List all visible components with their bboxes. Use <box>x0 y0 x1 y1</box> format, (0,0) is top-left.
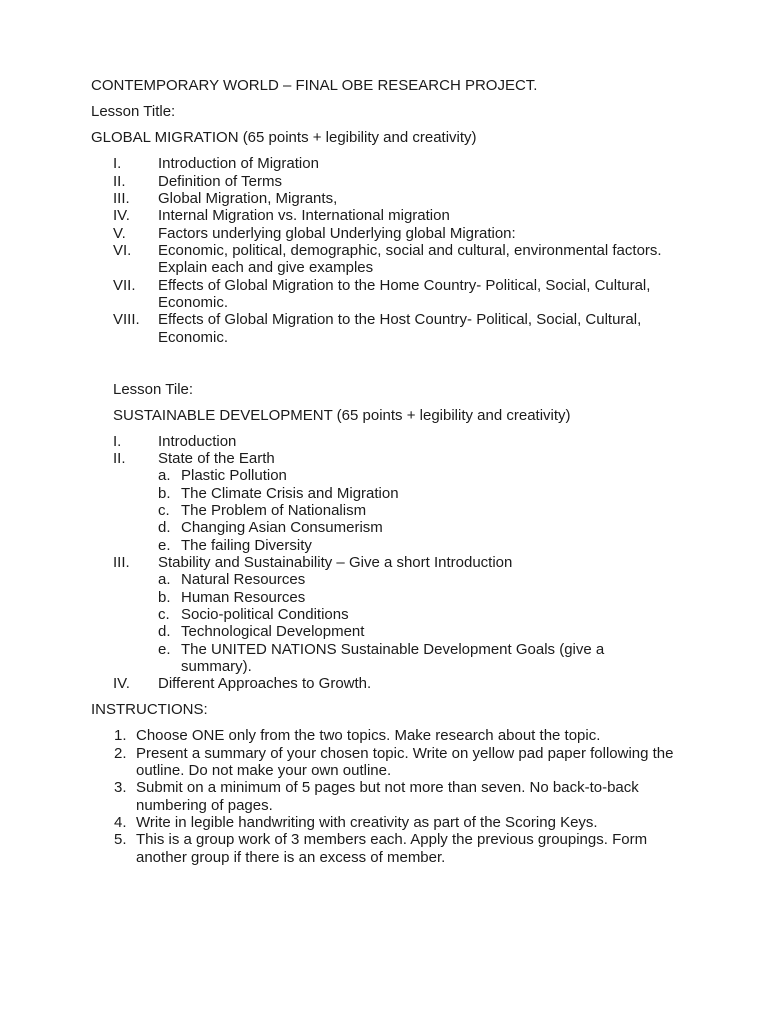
instruction-number: 5. <box>114 831 127 849</box>
outline-item-text: Introduction of Migration <box>158 155 319 173</box>
sub-item-text: Socio-political Conditions <box>181 606 349 624</box>
instruction-text: Choose ONE only from the two topics. Make research about the topic. <box>136 727 601 745</box>
sub-item-text: Changing Asian Consumerism <box>181 519 383 537</box>
instruction-text: another group if there is an excess of member. <box>136 848 446 866</box>
sub-item-text: The failing Diversity <box>181 536 312 554</box>
instruction-text: This is a group work of 3 members each. Apply the previous groupings. Form <box>136 831 648 849</box>
outline-item-marker: III. <box>113 189 130 207</box>
sub-item-marker: d. <box>158 623 171 641</box>
outline-item-marker: III. <box>113 554 130 572</box>
lesson-title-label: Lesson Title: <box>91 103 176 121</box>
outline-sub-item <box>91 537 711 554</box>
instruction-item <box>91 779 711 814</box>
outline-item-text: Global Migration, Migrants, <box>158 189 338 207</box>
outline-sub-item <box>91 606 711 623</box>
instruction-item <box>91 814 711 831</box>
outline-item <box>91 190 711 207</box>
outline-item-marker: II. <box>113 449 126 467</box>
sub-item-marker: e. <box>158 640 171 658</box>
outline-item-text: Different Approaches to Growth. <box>158 675 372 693</box>
outline-item <box>91 311 711 346</box>
instruction-item <box>91 745 711 780</box>
outline-item-marker: IV. <box>113 675 130 693</box>
outline-item <box>91 207 711 224</box>
outline-item-text: Introduction <box>158 432 237 450</box>
outline-item <box>91 554 711 571</box>
outline-sub-item <box>91 641 711 676</box>
document-body <box>91 77 711 875</box>
outline-item-text: Economic. <box>158 294 229 311</box>
outline-sub-item <box>91 485 711 502</box>
outline-item-text: Effects of Global Migration to the Home Country- Political, Social, Cultural, <box>158 276 651 294</box>
instructions-heading: INSTRUCTIONS: <box>91 701 208 719</box>
instruction-number: 1. <box>114 727 127 745</box>
sub-item-text: summary). <box>181 658 252 676</box>
sub-item-text: Natural Resources <box>181 571 306 589</box>
outline-item-text: Effects of Global Migration to the Host Country- Political, Social, Cultural, <box>158 311 642 329</box>
outline-item <box>91 433 711 450</box>
outline-item <box>91 675 711 692</box>
outline-item-text: Economic, political, demographic, social and cultural, environmental factors. <box>158 241 662 259</box>
outline-sub-item <box>91 589 711 606</box>
sub-item-marker: a. <box>158 467 171 485</box>
instruction-number: 2. <box>114 744 127 762</box>
outline-item <box>91 225 711 242</box>
sub-item-text: The UNITED NATIONS Sustainable Development Goals (give a <box>181 640 605 658</box>
outline-item-text: Stability and Sustainability – Give a short Introduction <box>158 554 513 572</box>
sub-item-marker: a. <box>158 571 171 589</box>
sub-item-text: Human Resources <box>181 588 306 606</box>
sub-item-text: The Climate Crisis and Migration <box>181 484 399 502</box>
outline-sub-item <box>91 502 711 519</box>
outline-list-global-migration <box>91 155 711 346</box>
instruction-item <box>91 727 711 744</box>
outline-item-marker: II. <box>113 172 126 190</box>
outline-sub-item <box>91 519 711 536</box>
instruction-text: numbering of pages. <box>136 796 273 814</box>
lesson-title: SUSTAINABLE DEVELOPMENT (65 points + legibility and creativity) <box>113 406 571 424</box>
outline-item-text: State of the Earth <box>158 449 275 467</box>
instruction-item <box>91 831 711 866</box>
outline-item-marker: V. <box>113 224 126 242</box>
outline-sub-item <box>91 571 711 588</box>
instruction-number: 4. <box>114 814 127 832</box>
sub-item-marker: b. <box>158 588 171 606</box>
outline-item-text: Economic. <box>158 328 229 346</box>
outline-list-sustainable-development <box>91 433 711 693</box>
sub-item-marker: c. <box>158 502 170 519</box>
outline-item-text: Definition of Terms <box>158 172 282 190</box>
outline-item-text: Internal Migration vs. International migration <box>158 207 450 225</box>
lesson-title: GLOBAL MIGRATION (65 points + legibility and creativity) <box>91 129 477 147</box>
outline-item-text: Explain each and give examples <box>158 259 374 277</box>
sub-item-marker: b. <box>158 484 171 502</box>
outline-sub-item <box>91 467 711 484</box>
outline-item <box>91 450 711 467</box>
outline-item-marker: VIII. <box>113 311 140 329</box>
instruction-number: 3. <box>114 779 127 797</box>
outline-item-marker: VII. <box>113 276 136 294</box>
outline-item <box>91 155 711 172</box>
instruction-text: Present a summary of your chosen topic. Write on yellow pad paper following the <box>136 744 674 762</box>
sub-item-marker: e. <box>158 536 171 554</box>
outline-item <box>91 242 711 277</box>
sub-item-marker: d. <box>158 519 171 537</box>
document-title: CONTEMPORARY WORLD – FINAL OBE RESEARCH PROJECT. <box>91 77 538 95</box>
sub-item-text: Technological Development <box>181 623 365 641</box>
instructions-list <box>91 727 711 866</box>
outline-item-marker: I. <box>113 432 122 450</box>
blank-line <box>91 355 711 372</box>
outline-item-marker: IV. <box>113 207 130 225</box>
outline-item-text: Factors underlying global Underlying global Migration: <box>158 224 516 242</box>
instruction-text: Write in legible handwriting with creativity as part of the Scoring Keys. <box>136 814 598 832</box>
outline-sub-item <box>91 623 711 640</box>
outline-item-marker: I. <box>113 155 122 173</box>
instruction-text: Submit on a minimum of 5 pages but not more than seven. No back-to-back <box>136 779 639 797</box>
sub-item-text: The Problem of Nationalism <box>181 502 367 519</box>
outline-item-marker: VI. <box>113 241 132 259</box>
outline-item <box>91 277 711 312</box>
sub-item-text: Plastic Pollution <box>181 467 287 485</box>
sub-item-marker: c. <box>158 606 170 624</box>
instruction-text: outline. Do not make your own outline. <box>136 762 392 780</box>
outline-item <box>91 173 711 190</box>
lesson-title-label: Lesson Tile: <box>113 380 194 398</box>
